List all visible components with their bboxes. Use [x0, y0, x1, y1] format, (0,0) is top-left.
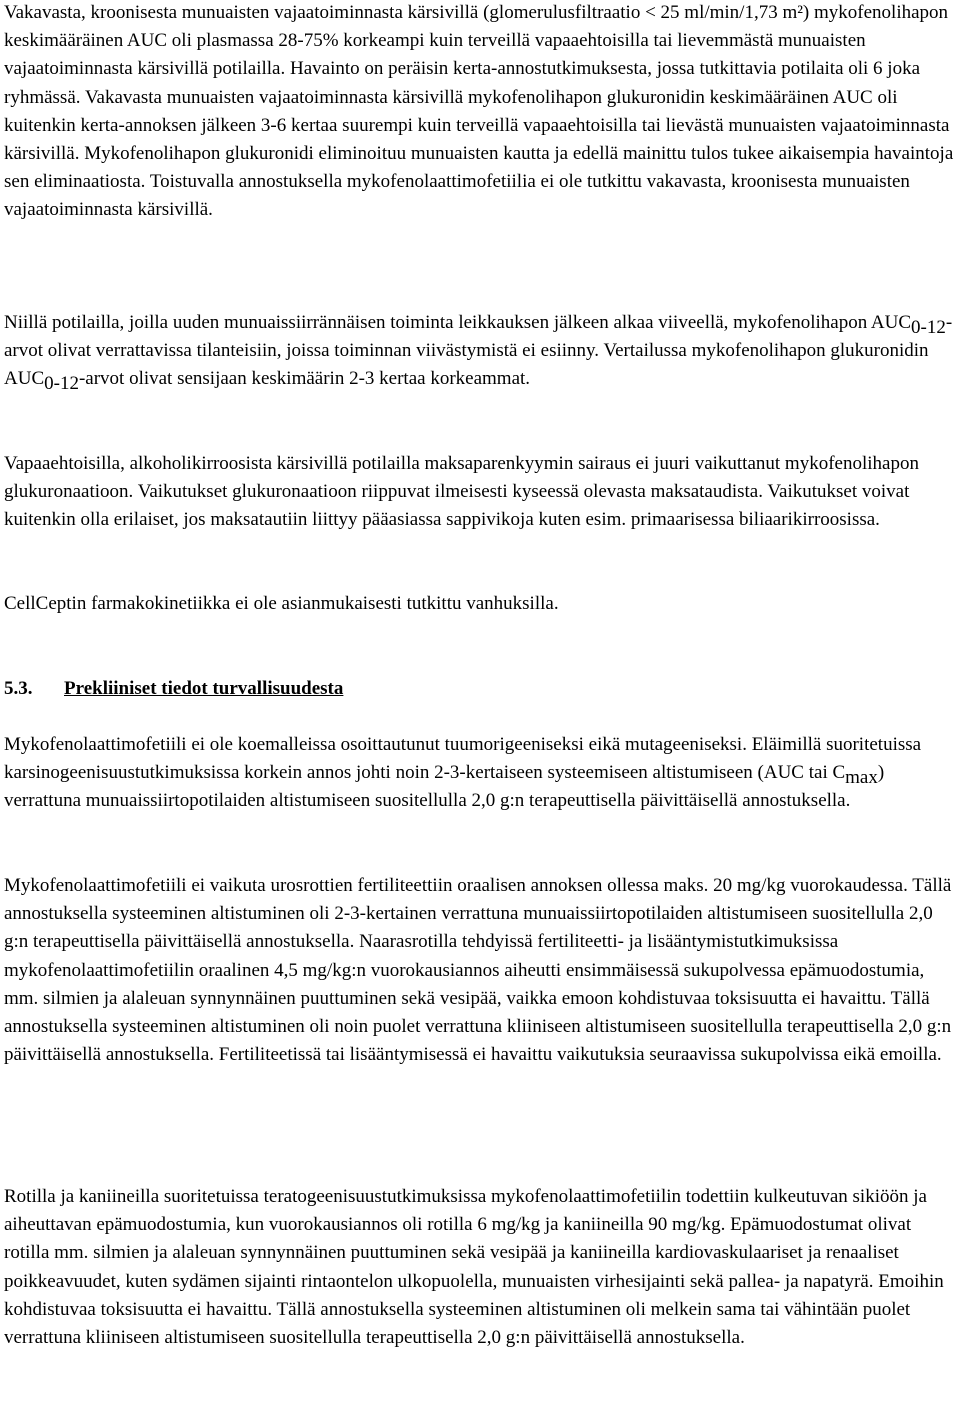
sentence: Naarasrotilla tehdyissä fertiliteetti- ja lisääntymistutkimuksissa mykofenolaattimofetiilin oraalinen 4,5 mg/kg:n vuorokausiannos aiheutti ensimmäisessä sukupolvessa epämuodostumia, mm. silmien ja alaleuan synnynnäinen puuttuminen sekä vesipää, vaikka emoon kohdistuvaa toksisuutta ei havaittu. [4, 931, 925, 1009]
paragraph-delayed-graft-function [4, 309, 954, 394]
sentence: Mykofenolaattimofetiili ei vaikuta urosrottien fertiliteettiin oraalisen annoksen ollessa maks. 20 mg/kg vuorokaudessa. [4, 875, 908, 896]
text-run: Niillä potilailla, joilla uuden munuaissiirrännäisen toiminta leikkauksen jälkeen alkaa viiveellä, mykofenolihapon AUC [4, 312, 912, 333]
text-run: ) verrattuna munuaissiirtopotilaiden altistumiseen suositellulla 2,0 g:n terapeuttisella päivittäisellä annostuksella. [4, 762, 885, 812]
paragraph-carcinogenicity [4, 731, 954, 816]
sentence: Epämuodostumat olivat rotilla mm. silmien ja alaleuan synnynnäinen puuttuminen sekä vesipää ja kaniineilla kardiovaskulaariset ja renaaliset poikkeavuudet, kuten sydämen sijainti rintaontelon ulkopuolella, munuaisten virhesijainti sekä pallea- ja napatyrä. [4, 1214, 912, 1292]
sentence: Vaikutukset voivat kuitenkin olla erilaiset, jos maksatautiin liittyy pääasiassa sappivikoja kuten esim. primaarisessa biliaarikirroosissa. [4, 481, 910, 531]
subscript: 0-12 [44, 373, 79, 395]
text-run: Vertailussa mykofenolihapon glukuronidin AUC [4, 340, 929, 390]
section-number: 5.3. [4, 678, 33, 699]
text-run: Mykofenolaattimofetiili ei ole koemalleissa osoittautunut tuumorigeeniseksi eikä mutageeniseksi. Eläimillä suoritetuissa karsinogeenisuustutkimuksissa korkein annos johti noin 2-3-kertaiseen systeemiseen altistumiseen (AUC tai C [4, 734, 922, 784]
paragraph-hepatic-impairment [4, 450, 954, 535]
subscript: max [845, 767, 878, 789]
sentence: Emoihin kohdistuvaa toksisuutta ei havaittu. [4, 1270, 944, 1320]
subscript: 0-12 [911, 317, 946, 338]
sentence: Fertiliteetissä tai lisääntymisessä ei havaittu vaikutuksia seuraavissa sukupolvissa eikä emoilla. [218, 1044, 942, 1066]
text-run: -arvot olivat verrattavissa tilanteisiin, joissa toiminnan viivästymistä ei esiinny. [4, 312, 953, 362]
sentence: Rotilla ja kaniineilla suoritetuissa teratogeenisuustutkimuksissa mykofenolaattimofetiilin todettiin kulkeutuvan sikiöön ja aiheuttavan epämuodostumia, kun vuorokausiannos oli rotilla 6 mg/kg ja kaniineilla 90 mg/kg. [4, 1186, 927, 1236]
sentence: Mykofenolihapon glukuronidi eliminoituu munuaisten kautta ja edellä mainittu tulos tukee aikaisempia havaintoja sen eliminaatiosta. [4, 143, 954, 193]
paragraph-teratogenicity [4, 1183, 954, 1352]
section-heading [4, 675, 954, 703]
text-run: -arvot olivat sensijaan keskimäärin 2-3 kertaa korkeammat. [78, 368, 531, 390]
sentence: Tällä annostuksella systeeminen altistuminen oli melkein sama tai vähintään puolet verrattuna kliiniseen altistumiseen suositellulla terapeuttisella 2,0 g:n päivittäisellä annostuksella. [4, 1298, 911, 1349]
paragraph-elderly [4, 590, 954, 618]
sentence: Vakavasta munuaisten vajaatoiminnasta kärsivillä mykofenolihapon glukuronidin keskimääräinen AUC oli kuitenkin kerta-annoksen jälkeen 3-6 kertaa suurempi kuin terveillä vapaaehtoisilla tai lievästä munuaisten vajaatoiminnasta kärsivillä. [4, 86, 950, 165]
sentence: Tällä annostuksella systeeminen altistuminen oli noin puolet verrattuna kliiniseen altistumiseen suositellulla terapeuttisella 2,0 g:n päivittäisellä annostuksella. [4, 987, 952, 1066]
sentence: Vapaaehtoisilla, alkoholikirroosista kärsivillä potilailla maksaparenkyymin sairaus ei juuri vaikuttanut mykofenolihapon glukuronaatioon. [4, 453, 919, 503]
section-title: Prekliiniset tiedot turvallisuudesta [64, 678, 344, 699]
sentence: Toistuvalla annostuksella mykofenolaattimofetiilia ei ole tutkittu vakavasta, kroonisesta munuaisten vajaatoiminnasta kärsivillä. [4, 171, 910, 221]
sentence: Vakavasta, kroonisesta munuaisten vajaatoiminnasta kärsivillä (glomerulusfiltraatio < 25 ml/min/1,73 m²) mykofenolihapon keskimääräinen AUC oli plasmassa 28-75% korkeampi kuin terveillä vapaaehtoisilla tai lievemmästä munuaisten vajaatoiminnasta kärsivillä potilailla. [4, 2, 949, 80]
sentence: CellCeptin farmakokinetiikka ei ole asianmukaisesti tutkittu vanhuksilla. [4, 593, 559, 614]
paragraph-renal-impairment [4, 0, 954, 225]
sentence: Tällä annostuksella systeeminen altistuminen oli 2-3-kertainen verrattuna munuaissiirtopotilaiden altistumiseen suositellulla 2,0 g:n terapeuttisella päivittäisellä annostuksella. [4, 875, 952, 953]
sentence: Havainto on peräisin kerta-annostutkimuksesta, jossa tutkittavia potilaita oli 6 joka ryhmässä. [4, 58, 921, 108]
sentence: Vaikutukset glukuronaatioon riippuvat ilmeisesti kyseessä olevasta maksataudista. [137, 481, 763, 503]
paragraph-fertility [4, 872, 954, 1069]
